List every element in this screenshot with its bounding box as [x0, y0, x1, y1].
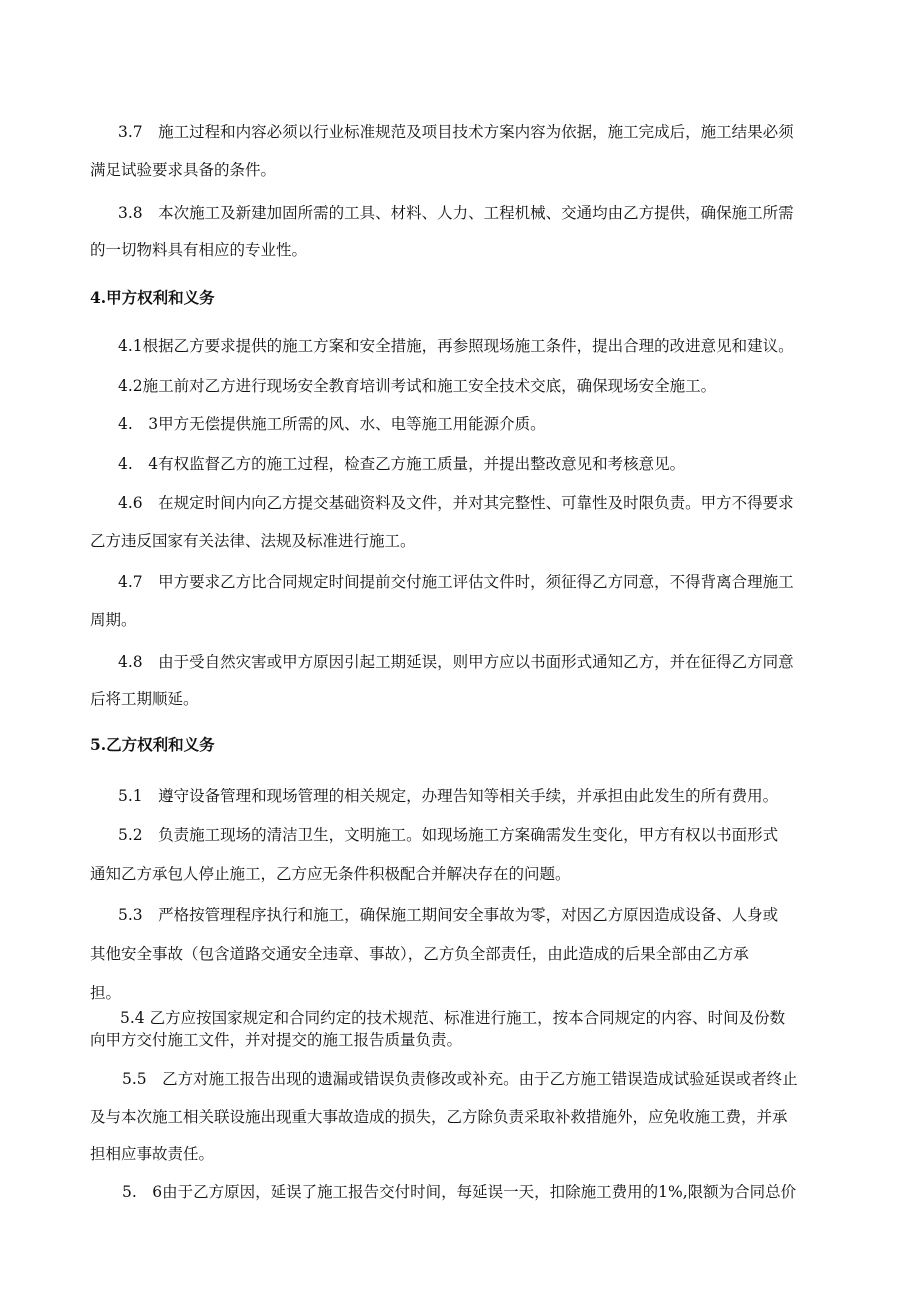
paragraph-4-8-line-1: 4.8 由于受自然灾害或甲方原因引起工期延误，则甲方应以书面形式通知乙方，并在征得乙方同意 — [118, 653, 794, 671]
paragraph-4-2: 4.2施工前对乙方进行现场安全教育培训考试和施工安全技术交底，确保现场安全施工。 — [118, 377, 717, 395]
paragraph-5-5-line-3: 担相应事故责任。 — [90, 1145, 215, 1163]
section-heading-4: 4.甲方权利和义务 — [90, 288, 215, 307]
paragraph-5-3-line-1: 5.3 严格按管理程序执行和施工，确保施工期间安全事故为零，对因乙方原因造成设备、人身或 — [118, 906, 779, 924]
section-heading-5: 5.乙方权利和义务 — [90, 735, 215, 754]
paragraph-3-7-line-2: 满足试验要求具备的条件。 — [90, 161, 277, 179]
paragraph-4-1: 4.1根据乙方要求提供的施工方案和安全措施，再参照现场施工条件，提出合理的改进意见和建议。 — [118, 337, 794, 355]
paragraph-4-7-line-2: 周期。 — [90, 611, 137, 629]
paragraph-4-8-line-2: 后将工期顺延。 — [90, 690, 199, 708]
paragraph-5-5-line-2: 及与本次施工相关联设施出现重大事故造成的损失，乙方除负责采取补救措施外，应免收施工费，并承 — [90, 1108, 788, 1126]
paragraph-3-7-line-1: 3.7 施工过程和内容必须以行业标准规范及项目技术方案内容为依据，施工完成后，施工结果必须 — [118, 123, 794, 141]
paragraph-4-6-line-2: 乙方违反国家有关法律、法规及标准进行施工。 — [90, 532, 416, 550]
paragraph-5-3-line-2: 其他安全事故（包含道路交通安全违章、事故），乙方负全部责任，由此造成的后果全部由乙方承 — [90, 945, 749, 963]
paragraph-5-2-line-1: 5.2 负责施工现场的清洁卫生，文明施工。如现场施工方案确需发生变化，甲方有权以书面形式 — [118, 826, 779, 844]
paragraph-5-2-line-2: 通知乙方承包人停止施工，乙方应无条件积极配合并解决存在的问题。 — [90, 865, 571, 883]
paragraph-5-4-line-2: 向甲方交付施工文件，并对提交的施工报告质量负责。 — [90, 1031, 463, 1049]
paragraph-4-6-line-1: 4.6 在规定时间内向乙方提交基础资料及文件，并对其完整性、可靠性及时限负责。甲方不得要求 — [118, 494, 794, 512]
paragraph-5-1: 5.1 遵守设备管理和现场管理的相关规定，办理告知等相关手续，并承担由此发生的所有费用。 — [118, 787, 779, 805]
paragraph-4-3: 4. 3甲方无偿提供施工所需的风、水、电等施工用能源介质。 — [118, 415, 546, 433]
paragraph-5-5-line-1: 5.5 乙方对施工报告出现的遗漏或错误负责修改或补充。由于乙方施工错误造成试验延误或者终止 — [122, 1070, 798, 1088]
paragraph-5-4-line-1: 5.4 乙方应按国家规定和合同约定的技术规范、标准进行施工，按本合同规定的内容、时间及份数 — [120, 1009, 786, 1027]
paragraph-4-7-line-1: 4.7 甲方要求乙方比合同规定时间提前交付施工评估文件时，须征得乙方同意，不得背离合理施工 — [118, 573, 794, 591]
paragraph-3-8-line-1: 3.8 本次施工及新建加固所需的工具、材料、人力、工程机械、交通均由乙方提供，确保施工所需 — [118, 204, 794, 222]
paragraph-3-8-line-2: 的一切物料具有相应的专业性。 — [90, 241, 308, 259]
paragraph-4-4: 4. 4有权监督乙方的施工过程，检查乙方施工质量，并提出整改意见和考核意见。 — [118, 455, 686, 473]
paragraph-5-3-line-3: 担。 — [90, 984, 122, 1002]
paragraph-5-6: 5. 6由于乙方原因，延误了施工报告交付时间，每延误一天，扣除施工费用的1%,限额为合同总价 — [122, 1183, 797, 1201]
